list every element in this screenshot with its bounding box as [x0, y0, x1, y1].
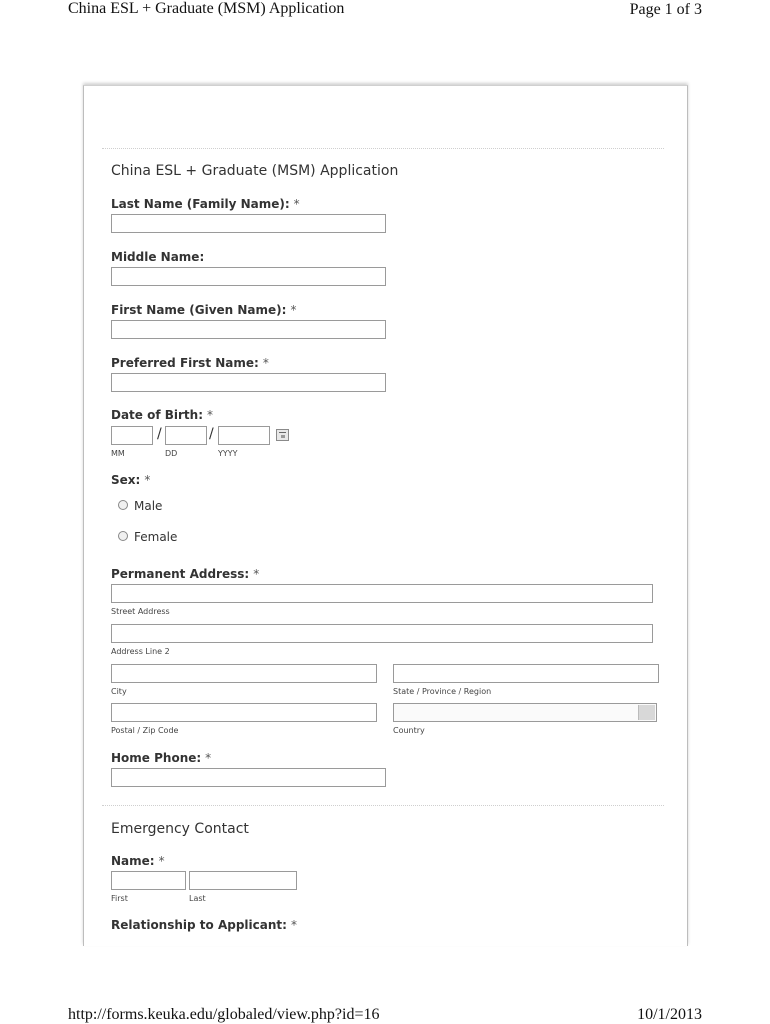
middle-name-label: Middle Name:: [111, 250, 205, 264]
section-divider: [102, 805, 664, 806]
print-header-title: China ESL + Graduate (MSM) Application: [68, 0, 345, 17]
sex-label: Sex: *: [111, 473, 151, 487]
top-divider: [102, 148, 664, 149]
zip-input[interactable]: [111, 703, 377, 722]
dob-dd-label: DD: [165, 449, 178, 458]
sex-male-label: Male: [134, 499, 163, 513]
state-label: State / Province / Region: [393, 687, 492, 696]
emergency-name-label: Name: *: [111, 854, 165, 868]
first-name-label: First Name (Given Name): *: [111, 303, 297, 317]
home-phone-input[interactable]: [111, 768, 386, 787]
emergency-first-label: First: [111, 894, 128, 903]
emergency-last-label: Last: [189, 894, 206, 903]
middle-name-input[interactable]: [111, 267, 386, 286]
city-input[interactable]: [111, 664, 377, 683]
dob-year-input[interactable]: [218, 426, 270, 445]
city-label: City: [111, 687, 127, 696]
last-name-input[interactable]: [111, 214, 386, 233]
dob-yyyy-label: YYYY: [218, 449, 238, 458]
calendar-icon[interactable]: [276, 429, 289, 441]
first-name-input[interactable]: [111, 320, 386, 339]
street-address-label: Street Address: [111, 607, 170, 616]
sex-female-label: Female: [134, 530, 178, 544]
dob-day-input[interactable]: [165, 426, 207, 445]
address-label: Permanent Address: *: [111, 567, 260, 581]
emergency-contact-title: Emergency Contact: [111, 821, 249, 837]
print-footer-date: 10/1/2013: [637, 1006, 702, 1023]
print-footer-url: http://forms.keuka.edu/globaled/view.php?id=16: [68, 1006, 380, 1023]
state-input[interactable]: [393, 664, 659, 683]
country-label: Country: [393, 726, 425, 735]
form-title: China ESL + Graduate (MSM) Application: [111, 163, 399, 179]
dob-separator: /: [157, 426, 162, 442]
country-select[interactable]: [393, 703, 657, 722]
preferred-first-name-label: Preferred First Name: *: [111, 356, 269, 370]
sex-male-radio[interactable]: [118, 500, 128, 510]
dob-mm-label: MM: [111, 449, 125, 458]
emergency-first-name-input[interactable]: [111, 871, 186, 890]
last-name-label: Last Name (Family Name): *: [111, 197, 300, 211]
street-address-input[interactable]: [111, 584, 653, 603]
address-line2-input[interactable]: [111, 624, 653, 643]
address-line2-label: Address Line 2: [111, 647, 170, 656]
zip-label: Postal / Zip Code: [111, 726, 179, 735]
relationship-label: Relationship to Applicant: *: [111, 918, 297, 932]
chevron-down-icon: [638, 705, 655, 720]
sex-female-radio[interactable]: [118, 531, 128, 541]
home-phone-label: Home Phone: *: [111, 751, 212, 765]
form-card: [83, 85, 688, 946]
emergency-last-name-input[interactable]: [189, 871, 297, 890]
preferred-first-name-input[interactable]: [111, 373, 386, 392]
dob-separator: /: [209, 426, 214, 442]
dob-month-input[interactable]: [111, 426, 153, 445]
print-page-info: Page 1 of 3: [629, 1, 702, 18]
dob-label: Date of Birth: *: [111, 408, 214, 422]
